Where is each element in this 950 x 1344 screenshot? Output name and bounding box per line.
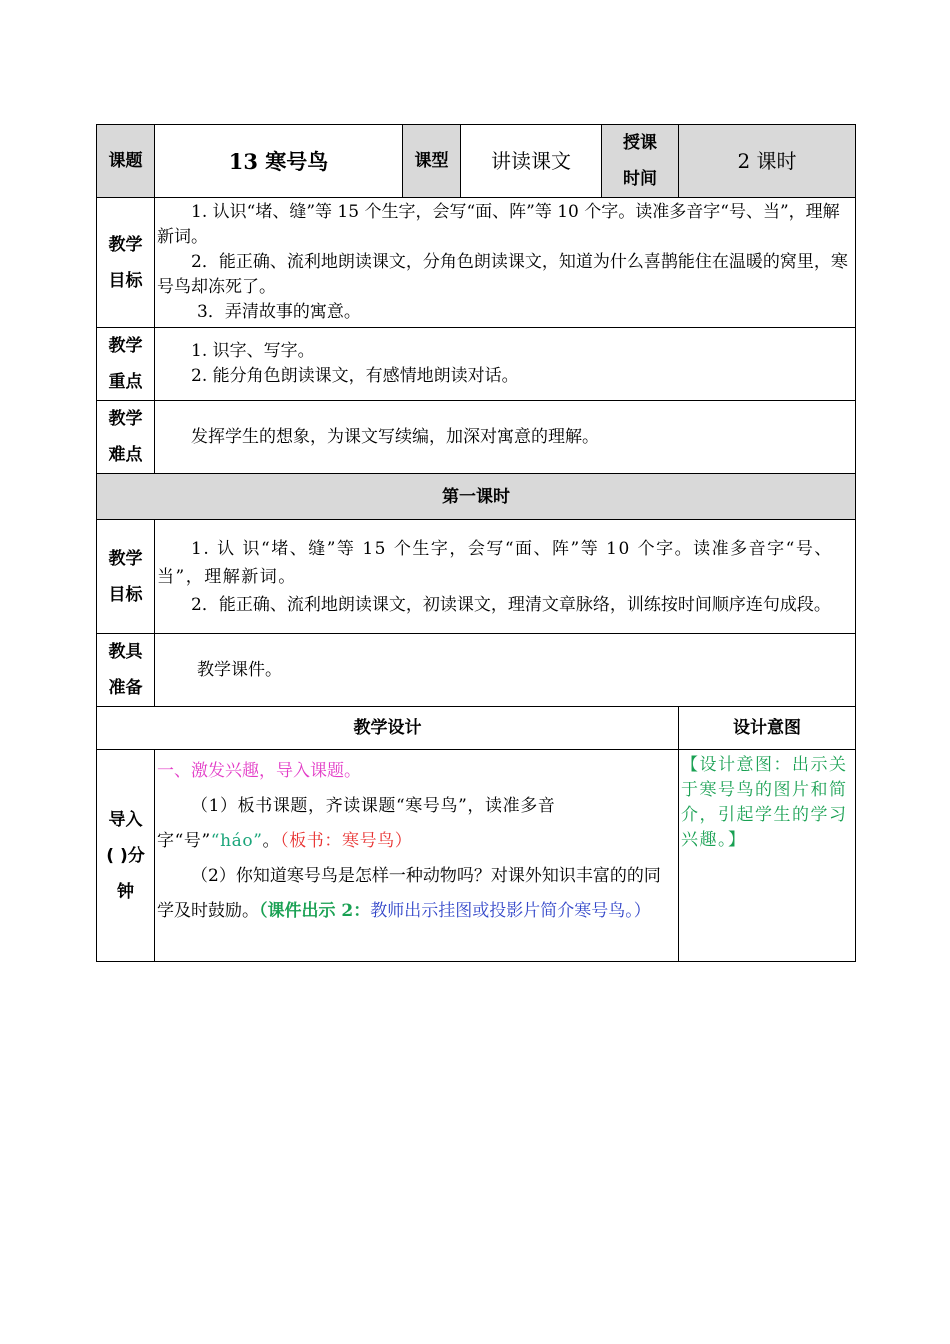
goal-line-2: 2．能正确、流利地朗读课文，分角色朗读课文，知道为什么喜鹊能住在温暖的窝里，寒号鸟却冻死了。 xyxy=(157,252,848,297)
step1-pinyin: “háo” xyxy=(210,831,263,851)
stage-label-line2: ( )分 xyxy=(106,845,145,866)
goals-label-line1: 教学 xyxy=(108,234,143,255)
step1-tail: 。 xyxy=(262,831,281,851)
step-title: 一、激发兴趣，导入课题。 xyxy=(157,761,361,781)
lesson1-goals-label xyxy=(97,520,155,634)
tools-content xyxy=(155,634,856,707)
step1 xyxy=(157,789,676,859)
time-label-line1: 授课 xyxy=(623,133,657,153)
lesson1-goal-2: 2．能正确、流利地朗读课文，初读课文，理清文章脉络，训练按时间顺序连句成段。 xyxy=(191,594,831,615)
lesson-plan-table xyxy=(96,124,856,962)
lesson-plan-page xyxy=(96,124,855,962)
design-header-row xyxy=(97,707,856,750)
type-label: 课型 xyxy=(403,125,461,198)
step1-board: （板书：寒号鸟） xyxy=(280,831,413,851)
intent-text: 【设计意图：出示关于寒号鸟的图片和简介，引起学生的学习兴趣。】 xyxy=(681,755,848,850)
lesson1-goal-1: 1. 认 识“堵、缝”等 15 个生字，会写“面、阵”等 10 个字。读准多音字“号、当”，理解新词。 xyxy=(157,538,833,587)
goals-row xyxy=(97,198,856,328)
key-point-2: 2. 能分角色朗读课文，有感情地朗读对话。 xyxy=(191,366,519,386)
intent-col-header: 设计意图 xyxy=(679,707,856,750)
goal-line-1: 1. 认识“堵、缝”等 15 个生字，会写“面、阵”等 10 个字。读准多音字“号、当”，理解新词。 xyxy=(157,202,840,247)
goals-label xyxy=(97,198,155,328)
lesson1-title: 第一课时 xyxy=(97,474,856,520)
design-intent xyxy=(679,750,856,962)
tools-label xyxy=(97,634,155,707)
topic-label: 课题 xyxy=(97,125,155,198)
design-steps xyxy=(155,750,679,962)
stage-label-line1: 导入 xyxy=(108,809,143,830)
difficulties-label xyxy=(97,401,155,474)
difficulties-label-line1: 教学 xyxy=(108,409,143,429)
type-value: 讲读课文 xyxy=(461,125,602,198)
hours-value: 2 课时 xyxy=(679,125,856,198)
step2-courseware-desc: 教师出示挂图或投影片简介寒号鸟。） xyxy=(370,901,651,921)
goal-line-3: 3．弄清故事的寓意。 xyxy=(197,302,361,322)
lesson1-goals-label-line1: 教学 xyxy=(108,548,143,569)
goals-label-line2: 目标 xyxy=(108,270,143,291)
difficulties-label-line2: 难点 xyxy=(108,445,143,465)
stage-label-line3: 钟 xyxy=(117,881,134,902)
key-point-1: 1. 识字、写字。 xyxy=(191,341,315,361)
step2 xyxy=(157,859,676,929)
design-content-row xyxy=(97,750,856,962)
tools-label-line2: 准备 xyxy=(108,678,143,698)
difficulties-row xyxy=(97,401,856,474)
lesson1-goals-row xyxy=(97,520,856,634)
lesson-title: 13 寒号鸟 xyxy=(155,125,403,198)
stage-label xyxy=(97,750,155,962)
step1-text: （1）板书课题，齐读课题“寒号鸟”，读准多音字“号” xyxy=(157,796,556,851)
lesson1-goals-content xyxy=(155,520,856,634)
key-points-label-line1: 教学 xyxy=(108,336,143,356)
key-points-label xyxy=(97,328,155,401)
key-points-content xyxy=(155,328,856,401)
tools-label-line1: 教具 xyxy=(108,642,143,662)
step2-courseware: （课件出示 2： xyxy=(259,901,371,921)
step2-text: （2）你知道寒号鸟是怎样一种动物吗？对课外知识丰富的的同学及时鼓励。 xyxy=(157,866,661,921)
lesson1-title-row xyxy=(97,474,856,520)
tools-row xyxy=(97,634,856,707)
difficulties-content xyxy=(155,401,856,474)
key-points-row xyxy=(97,328,856,401)
difficulty-1: 发挥学生的想象，为课文写续编，加深对寓意的理解。 xyxy=(191,426,599,447)
header-row xyxy=(97,125,856,198)
lesson1-goals-label-line2: 目标 xyxy=(108,584,143,605)
goals-content xyxy=(155,198,856,328)
design-col-header: 教学设计 xyxy=(97,707,679,750)
time-label xyxy=(602,125,679,198)
time-label-line2: 时间 xyxy=(623,169,657,189)
tools-value: 教学课件。 xyxy=(197,659,282,680)
key-points-label-line2: 重点 xyxy=(108,372,143,392)
